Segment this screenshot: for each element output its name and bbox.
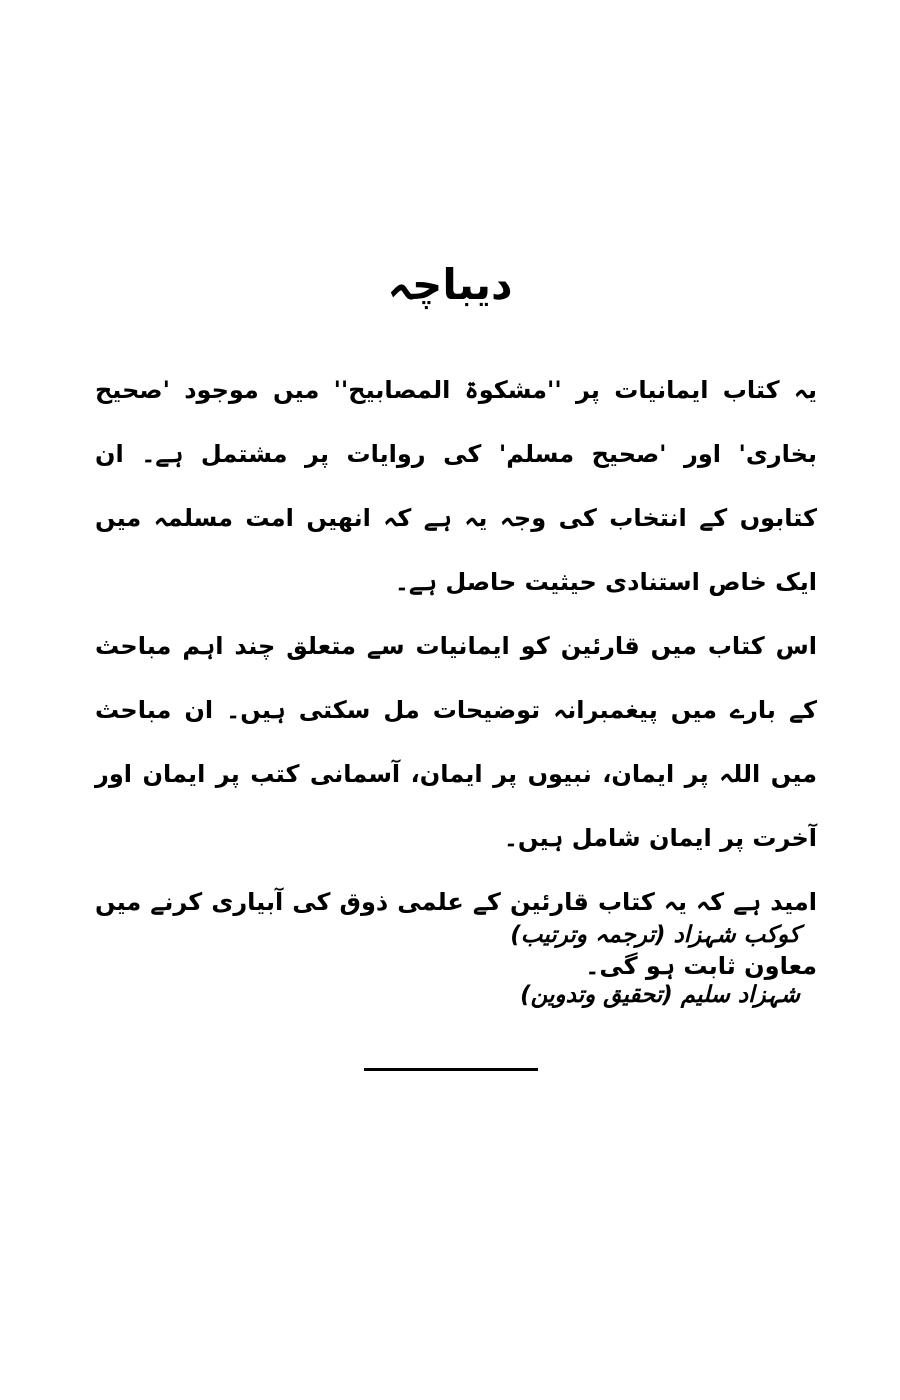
paragraph-3: امید ہے کہ یہ کتاب قارئین کے علمی ذوق کی آبیاری کرنے میں معاون ثابت ہو گی۔ bbox=[95, 888, 817, 980]
paragraph-2: اس کتاب میں قارئین کو ایمانیات سے متعلق چند اہم مباحث کے بارے میں پیغمبرانہ توضیحات مل سکتی ہیں۔ ان مباحث میں اللہ پر ایمان، نبیوں پر ایمان، آسمانی کتب پر ایمان اور آخرت پر ایمان شامل ہیں۔ bbox=[95, 632, 817, 852]
credit-translator: کوکب شہزاد (ترجمہ وترتیب) bbox=[510, 922, 800, 948]
page-title: دیباچہ bbox=[387, 260, 513, 309]
paragraph-1: یہ کتاب ایمانیات پر ''مشکوۃ المصابیح'' میں موجود 'صحیح بخاری' اور 'صحیح مسلم' کی روایات پر مشتمل ہے۔ ان کتابوں کے انتخاب کی وجہ یہ ہے کہ انھیں امت مسلمہ میں ایک خاص استنادی حیثیت حاصل ہے۔ bbox=[95, 376, 817, 596]
preface-body bbox=[95, 358, 817, 998]
credits-block bbox=[440, 905, 800, 1025]
credit-researcher: شہزاد سلیم (تحقیق وتدوین) bbox=[520, 982, 800, 1008]
closing-divider bbox=[364, 1068, 538, 1071]
